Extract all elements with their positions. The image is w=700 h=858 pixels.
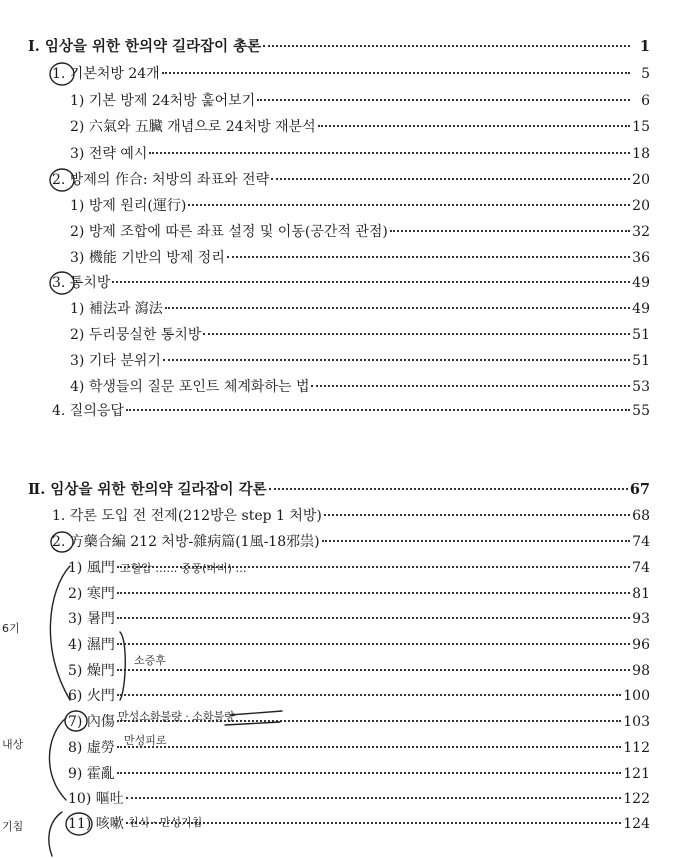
toc-leader-dots — [117, 616, 630, 619]
toc-item-title: 3) 暑門 — [68, 611, 115, 627]
toc-leader-dots — [263, 44, 630, 47]
toc-row — [68, 559, 650, 577]
toc-page-number: 5 — [641, 66, 650, 82]
toc-page-number: 121 — [623, 766, 650, 782]
toc-leader-dots — [227, 255, 630, 258]
toc-item-title: 3) 전략 예시 — [70, 146, 148, 162]
toc-row — [70, 326, 650, 344]
toc-leader-dots — [257, 98, 630, 101]
toc-row — [68, 713, 650, 731]
toc-row — [70, 352, 650, 370]
toc-part-1-title-row — [28, 38, 650, 56]
toc-row — [68, 610, 650, 628]
toc-page-number: 112 — [623, 740, 650, 756]
toc-page-number: 49 — [632, 301, 650, 317]
bracket-mark — [49, 718, 66, 800]
toc-page-number: 81 — [632, 586, 650, 602]
toc-page-number: 68 — [632, 508, 650, 524]
toc-row — [68, 585, 650, 603]
toc-page-number: 122 — [623, 791, 650, 807]
toc-section-title: 4. 질의응답 — [52, 403, 124, 419]
toc-leader-dots — [318, 124, 630, 127]
toc-leader-dots — [117, 745, 621, 748]
toc-leader-dots — [117, 771, 621, 774]
toc-row — [70, 223, 650, 241]
toc-row — [68, 739, 650, 757]
toc-row — [68, 636, 650, 654]
toc-item-title: 10) 嘔吐 — [68, 791, 124, 807]
toc-row — [70, 378, 650, 396]
toc-leader-dots — [117, 591, 630, 594]
toc-page-number: 100 — [623, 688, 650, 704]
toc-section-title: 1. 기본처방 24개 — [52, 66, 160, 82]
toc-leader-dots — [390, 229, 630, 232]
toc-leader-dots — [112, 280, 630, 283]
toc-item-title: 2) 두리뭉실한 통치방 — [70, 327, 202, 343]
toc-leader-dots — [163, 358, 630, 361]
handwritten-note: 만성피로 — [124, 734, 167, 747]
toc-leader-dots — [162, 71, 630, 74]
toc-part-2-title: Ⅱ. 임상을 위한 한의약 길라잡이 각론 — [28, 481, 267, 498]
toc-leader-dots — [271, 177, 630, 180]
handwritten-note: 천식 · 만성기침 — [128, 816, 203, 829]
handwritten-note: 고혈압 …… 중풍(마비) … — [120, 562, 247, 575]
toc-leader-dots — [203, 332, 630, 335]
toc-row — [68, 662, 650, 680]
toc-item-title: 2) 寒門 — [68, 586, 115, 602]
toc-item-title: 11) 咳嗽 — [68, 816, 124, 832]
toc-row — [52, 507, 650, 525]
toc-item-title: 4) 학생들의 질문 포인트 체계화하는 법 — [70, 379, 310, 395]
toc-page-number: 6 — [641, 93, 650, 109]
toc-row — [70, 300, 650, 318]
toc-page-number: 67 — [629, 481, 650, 498]
toc-item-title: 5) 燥門 — [68, 663, 115, 679]
toc-page-number: 74 — [632, 560, 650, 576]
toc-leader-dots — [269, 487, 628, 490]
toc-page-number: 18 — [632, 146, 650, 162]
toc-item-title: 6) 火門 — [68, 688, 115, 704]
handwritten-note: 소증후 — [134, 654, 166, 667]
toc-leader-dots — [126, 821, 622, 824]
toc-leader-dots — [149, 151, 630, 154]
toc-section-title: 1. 각론 도입 전 전제(212방은 step 1 처방) — [52, 508, 322, 524]
toc-item-title: 1) 風門 — [68, 560, 115, 576]
toc-page-number: 51 — [632, 353, 650, 369]
toc-row — [70, 249, 650, 267]
toc-page-number: 1 — [639, 38, 650, 55]
toc-part-2-title-row — [28, 481, 650, 499]
toc-leader-dots — [117, 642, 630, 645]
toc-section-title: 3. 통치방 — [52, 275, 111, 291]
toc-item-title: 1) 補法과 瀉法 — [70, 301, 163, 317]
toc-page-number: 20 — [632, 172, 650, 188]
toc-row — [70, 118, 650, 136]
toc-leader-dots — [117, 719, 621, 722]
toc-leader-dots — [324, 513, 630, 516]
toc-row — [70, 92, 650, 110]
toc-page-number: 51 — [632, 327, 650, 343]
toc-page-number: 93 — [632, 611, 650, 627]
toc-leader-dots — [117, 693, 621, 696]
toc-page-number: 20 — [632, 198, 650, 214]
toc-page-number: 55 — [632, 403, 650, 419]
toc-item-title: 3) 기타 분위기 — [70, 353, 161, 369]
toc-row — [52, 274, 650, 292]
toc-item-title: 8) 虛勞 — [68, 740, 115, 756]
toc-item-title: 3) 機能 기반의 방제 정리 — [70, 250, 225, 266]
toc-section-title: 2. 방제의 作合: 처방의 좌표와 전략 — [52, 172, 270, 188]
toc-row — [68, 790, 650, 808]
toc-row — [52, 533, 650, 551]
toc-row — [68, 815, 650, 833]
toc-page-number: 98 — [632, 663, 650, 679]
toc-part-1-title: Ⅰ. 임상을 위한 한의약 길라잡이 총론 — [28, 38, 262, 55]
handwritten-margin-note: 기침 — [2, 820, 24, 833]
toc-leader-dots — [126, 408, 630, 411]
bracket-mark — [49, 812, 62, 856]
toc-section-title: 2. 方藥合編 212 처방-雜病篇(1風-18邪祟) — [52, 534, 320, 550]
toc-page-number: 103 — [623, 714, 650, 730]
toc-page-number: 36 — [632, 250, 650, 266]
toc-item-title: 4) 濕門 — [68, 637, 115, 653]
toc-row — [70, 145, 650, 163]
toc-page-number: 32 — [632, 224, 650, 240]
toc-item-title: 2) 방제 조합에 따른 좌표 설정 및 이동(공간적 관점) — [70, 224, 388, 240]
toc-page-number: 49 — [632, 275, 650, 291]
toc-page-number: 74 — [632, 534, 650, 550]
toc-leader-dots — [311, 384, 630, 387]
toc-row — [68, 687, 650, 705]
toc-leader-dots — [126, 796, 622, 799]
toc-leader-dots — [322, 539, 630, 542]
toc-leader-dots — [165, 306, 630, 309]
handwritten-note: 만성소화불량 · 소화불량 — [118, 710, 235, 723]
toc-page-number: 53 — [632, 379, 650, 395]
toc-item-title: 1) 방제 원리(運行) — [70, 198, 187, 214]
toc-leader-dots — [117, 668, 630, 671]
handwritten-margin-note: 내상 — [2, 738, 24, 751]
handwritten-margin-note: 6기 — [2, 622, 20, 635]
toc-row — [52, 171, 650, 189]
toc-page-number: 124 — [623, 816, 650, 832]
toc-row — [68, 765, 650, 783]
toc-row — [52, 402, 650, 420]
toc-leader-dots — [188, 203, 630, 206]
toc-leader-dots — [117, 565, 630, 568]
toc-page-number: 15 — [632, 119, 650, 135]
toc-item-title: 1) 기본 방제 24처방 훑어보기 — [70, 93, 256, 109]
toc-item-title: 2) 六氣와 五臟 개념으로 24처방 재분석 — [70, 119, 316, 135]
toc-item-title: 9) 霍亂 — [68, 766, 115, 782]
toc-row — [52, 65, 650, 83]
toc-row — [70, 197, 650, 215]
toc-page-number: 96 — [632, 637, 650, 653]
toc-item-title: 7) 內傷 — [68, 714, 115, 730]
